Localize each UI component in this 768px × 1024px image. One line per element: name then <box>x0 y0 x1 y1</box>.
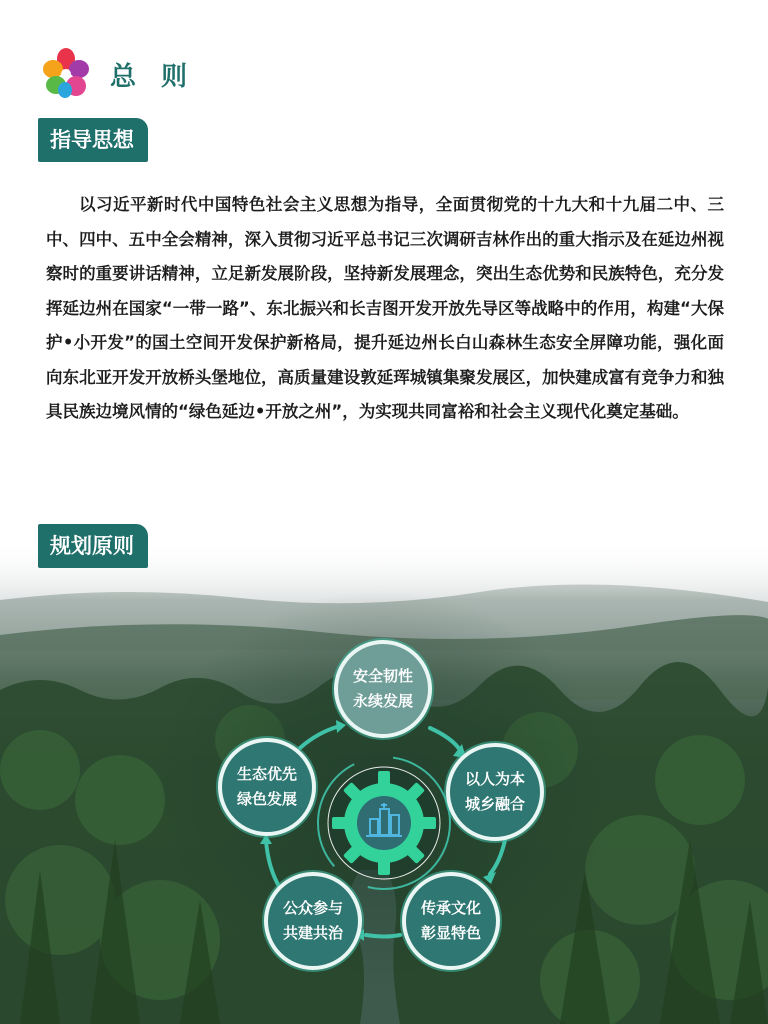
guiding-ideology-paragraph: 以习近平新时代中国特色社会主义思想为指导，全面贯彻党的十九大和十九届二中、三中、四中、五中全会精神，深入贯彻习近平总书记三次调研吉林作出的重大指示及在延边州视察时的重要讲话精神，立足新发展阶段，坚持新发展理念，突出生态优势和民族特色，充分发挥延边州在国家“一带一路”、东北振兴和长吉图开发开放先导区等战略中的作用，构建“大保护•小开发”的国土空间开发保护新格局，提升延边州长白山森林生态安全屏障功能，强化面向东北亚开发开放桥头堡地位，高质量建设敦延珲城镇集聚发展区，加快建成富有竞争力和独具民族边境风情的“绿色延边•开放之州”，为实现共同富裕和社会主义现代化奠定基础。 <box>46 195 724 421</box>
principle-line1: 传承文化 <box>420 899 481 917</box>
arrow-4-to-5 <box>266 840 280 888</box>
principle-line2: 彰显特色 <box>420 924 481 942</box>
principle-line1: 公众参与 <box>282 899 343 917</box>
principle-line2: 共建共治 <box>282 924 343 942</box>
principle-node-ecology <box>218 738 316 836</box>
section-heading-guiding-ideology: 指导思想 <box>38 118 148 162</box>
arrow-3-to-4 <box>366 935 400 937</box>
principle-line2: 绿色发展 <box>236 790 297 808</box>
arrow-5-to-1 <box>300 726 340 748</box>
principle-line1: 安全韧性 <box>352 667 413 685</box>
principle-line2: 永续发展 <box>352 692 413 710</box>
gear-city-icon <box>332 771 436 875</box>
arrow-2-to-3 <box>490 840 505 874</box>
principle-node-culture <box>402 872 500 970</box>
arrow-1-to-2 <box>430 728 460 750</box>
principle-node-participation <box>264 872 362 970</box>
principle-node-people <box>446 743 544 841</box>
principle-line2: 城乡融合 <box>464 795 525 813</box>
principle-node-safety <box>334 640 432 738</box>
principle-line1: 生态优先 <box>236 765 297 783</box>
page-title: 总 则 <box>110 62 196 92</box>
section-heading-planning-principles: 规划原则 <box>38 524 148 568</box>
principle-line1: 以人为本 <box>464 770 525 788</box>
